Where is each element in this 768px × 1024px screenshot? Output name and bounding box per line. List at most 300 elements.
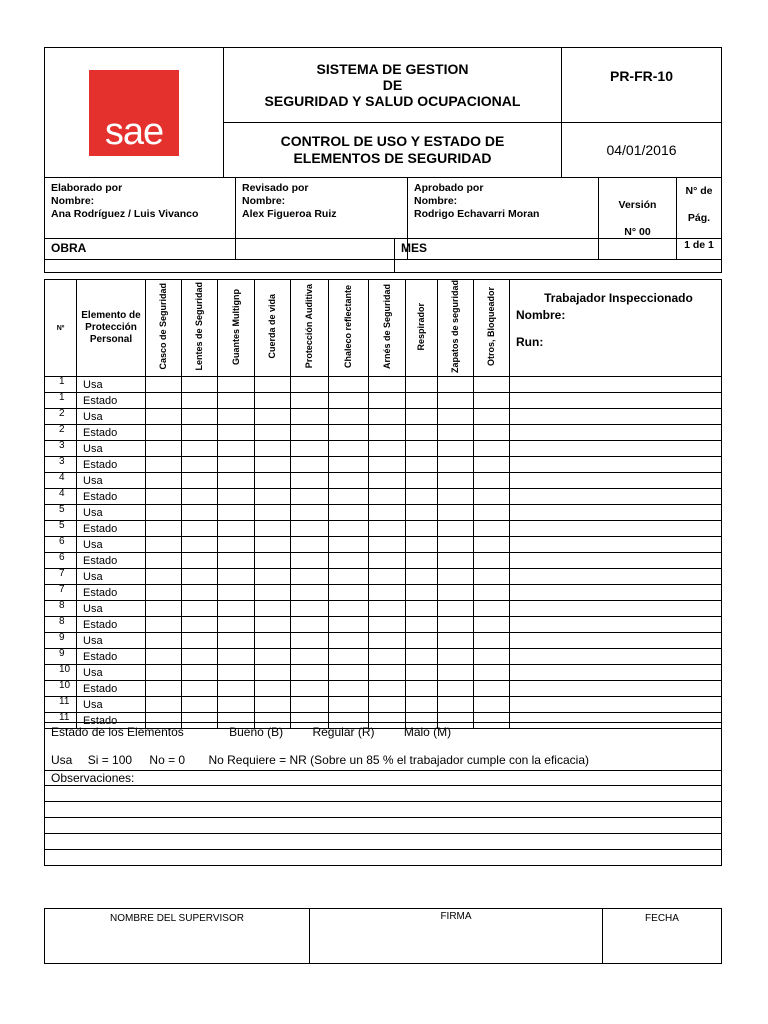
grid-cell[interactable] [218, 505, 255, 521]
worker-cell[interactable] [510, 409, 722, 425]
grid-cell[interactable] [369, 393, 406, 409]
grid-cell[interactable] [182, 409, 218, 425]
grid-cell[interactable] [329, 441, 369, 457]
observaciones-line[interactable] [45, 818, 722, 834]
observaciones-line[interactable] [45, 834, 722, 850]
grid-cell[interactable] [406, 473, 438, 489]
grid-cell[interactable] [146, 697, 182, 713]
grid-cell[interactable] [218, 617, 255, 633]
grid-cell[interactable] [438, 409, 474, 425]
grid-cell[interactable] [369, 681, 406, 697]
table-row [45, 697, 722, 713]
observaciones-line[interactable] [45, 786, 722, 802]
grid-cell[interactable] [291, 569, 329, 585]
grid-cell[interactable] [218, 681, 255, 697]
grid-cell[interactable] [146, 393, 182, 409]
grid-cell[interactable] [218, 473, 255, 489]
usa-label: Usa [51, 753, 73, 767]
grid-cell[interactable] [329, 665, 369, 681]
grid-cell[interactable] [218, 521, 255, 537]
grid-cell[interactable] [406, 633, 438, 649]
grid-cell[interactable] [255, 441, 291, 457]
grid-cell[interactable] [146, 665, 182, 681]
grid-cell[interactable] [438, 505, 474, 521]
worker-cell[interactable] [510, 393, 722, 409]
grid-cell[interactable] [291, 457, 329, 473]
grid-cell[interactable] [255, 681, 291, 697]
grid-cell[interactable] [255, 569, 291, 585]
grid-cell[interactable] [218, 537, 255, 553]
grid-cell[interactable] [329, 649, 369, 665]
grid-cell[interactable] [146, 473, 182, 489]
col-header-item [406, 280, 438, 377]
grid-cell[interactable] [474, 505, 510, 521]
table-row [45, 393, 722, 409]
grid-cell[interactable] [146, 553, 182, 569]
grid-cell[interactable] [182, 649, 218, 665]
grid-cell[interactable] [329, 553, 369, 569]
obra-field[interactable]: OBRA [45, 239, 395, 273]
col-header-item [438, 280, 474, 377]
grid-cell[interactable] [438, 585, 474, 601]
grid-cell[interactable] [438, 569, 474, 585]
grid-cell[interactable] [438, 489, 474, 505]
observaciones-label: Observaciones: [45, 771, 722, 786]
document-header [44, 47, 722, 178]
grid-cell[interactable] [474, 697, 510, 713]
grid-cell[interactable] [329, 585, 369, 601]
grid-cell[interactable] [146, 441, 182, 457]
worker-cell[interactable] [510, 553, 722, 569]
observaciones-line[interactable] [45, 850, 722, 866]
grid-cell[interactable] [406, 601, 438, 617]
grid-cell[interactable] [255, 409, 291, 425]
grid-cell[interactable] [218, 377, 255, 393]
grid-cell[interactable] [329, 617, 369, 633]
grid-cell[interactable] [146, 601, 182, 617]
grid-cell[interactable] [406, 585, 438, 601]
grid-cell[interactable] [291, 553, 329, 569]
grid-cell[interactable] [182, 665, 218, 681]
grid-cell[interactable] [369, 521, 406, 537]
grid-cell[interactable] [438, 697, 474, 713]
table-row [45, 425, 722, 441]
grid-cell[interactable] [182, 601, 218, 617]
grid-cell[interactable] [474, 409, 510, 425]
grid-cell[interactable] [291, 665, 329, 681]
grid-cell[interactable] [291, 521, 329, 537]
grid-cell[interactable] [218, 633, 255, 649]
row-number: 8 [45, 601, 77, 617]
grid-cell[interactable] [474, 393, 510, 409]
grid-cell[interactable] [406, 617, 438, 633]
worker-cell[interactable] [510, 585, 722, 601]
grid-cell[interactable] [329, 697, 369, 713]
logo-text: sae [104, 110, 164, 153]
grid-cell[interactable] [438, 393, 474, 409]
system-title-line-1: SISTEMA DE GESTION [316, 61, 469, 77]
grid-cell[interactable] [369, 633, 406, 649]
grid-cell[interactable] [474, 521, 510, 537]
grid-cell[interactable] [291, 649, 329, 665]
grid-cell[interactable] [255, 457, 291, 473]
grid-cell[interactable] [474, 425, 510, 441]
grid-cell[interactable] [474, 457, 510, 473]
grid-cell[interactable] [218, 601, 255, 617]
grid-cell[interactable] [218, 665, 255, 681]
grid-cell[interactable] [182, 489, 218, 505]
grid-cell[interactable] [474, 633, 510, 649]
grid-cell[interactable] [182, 553, 218, 569]
grid-cell[interactable] [406, 521, 438, 537]
grid-cell[interactable] [146, 457, 182, 473]
grid-cell[interactable] [255, 505, 291, 521]
grid-cell[interactable] [406, 649, 438, 665]
grid-cell[interactable] [438, 473, 474, 489]
worker-cell[interactable] [510, 473, 722, 489]
grid-cell[interactable] [406, 489, 438, 505]
grid-cell[interactable] [329, 425, 369, 441]
grid-cell[interactable] [329, 521, 369, 537]
grid-cell[interactable] [146, 505, 182, 521]
grid-cell[interactable] [255, 377, 291, 393]
grid-cell[interactable] [291, 697, 329, 713]
row-label-estado: Estado [77, 585, 146, 601]
estado-legend [51, 725, 715, 740]
grid-cell[interactable] [474, 569, 510, 585]
grid-cell[interactable] [329, 633, 369, 649]
grid-cell[interactable] [329, 681, 369, 697]
grid-cell[interactable] [438, 681, 474, 697]
worker-cell[interactable] [510, 521, 722, 537]
grid-cell[interactable] [182, 425, 218, 441]
grid-cell[interactable] [182, 585, 218, 601]
grid-cell[interactable] [182, 569, 218, 585]
grid-cell[interactable] [218, 425, 255, 441]
grid-cell[interactable] [255, 489, 291, 505]
worker-cell[interactable] [510, 489, 722, 505]
grid-cell[interactable] [406, 665, 438, 681]
table-row [45, 633, 722, 649]
grid-cell[interactable] [146, 649, 182, 665]
grid-cell[interactable] [438, 457, 474, 473]
grid-cell[interactable] [146, 569, 182, 585]
worker-cell[interactable] [510, 697, 722, 713]
grid-cell[interactable] [329, 393, 369, 409]
grid-cell[interactable] [474, 441, 510, 457]
grid-cell[interactable] [182, 377, 218, 393]
legend-table [44, 722, 722, 866]
doc-date: 04/01/2016 [562, 123, 722, 178]
grid-cell[interactable] [218, 393, 255, 409]
grid-cell[interactable] [255, 697, 291, 713]
grid-cell[interactable] [182, 505, 218, 521]
grid-cell[interactable] [329, 457, 369, 473]
col-header-chaleco: Chaleco reflectante [343, 285, 353, 369]
grid-cell[interactable] [474, 553, 510, 569]
grid-cell[interactable] [218, 585, 255, 601]
table-row [45, 473, 722, 489]
revisado-name: Alex Figueroa Ruiz [242, 208, 337, 220]
col-header-lentes: Lentes de Seguridad [194, 282, 204, 371]
grid-cell[interactable] [438, 617, 474, 633]
grid-cell[interactable] [369, 489, 406, 505]
grid-cell[interactable] [255, 601, 291, 617]
grid-cell[interactable] [438, 633, 474, 649]
grid-cell[interactable] [474, 665, 510, 681]
row-number: 11 [45, 697, 77, 713]
grid-cell[interactable] [474, 585, 510, 601]
grid-cell[interactable] [291, 601, 329, 617]
grid-cell[interactable] [218, 441, 255, 457]
grid-cell[interactable] [474, 489, 510, 505]
grid-cell[interactable] [255, 521, 291, 537]
grid-cell[interactable] [255, 425, 291, 441]
fecha-field[interactable]: FECHA [603, 909, 722, 964]
grid-cell[interactable] [438, 649, 474, 665]
table-row [45, 489, 722, 505]
grid-cell[interactable] [182, 473, 218, 489]
worker-cell[interactable] [510, 601, 722, 617]
col-header-item [329, 280, 369, 377]
grid-cell[interactable] [406, 697, 438, 713]
grid-cell[interactable] [255, 633, 291, 649]
grid-cell[interactable] [146, 585, 182, 601]
grid-cell[interactable] [182, 633, 218, 649]
grid-cell[interactable] [291, 505, 329, 521]
row-label-estado: Estado [77, 649, 146, 665]
bueno-label: Bueno (B) [229, 725, 284, 739]
worker-title: Trabajador Inspeccionado [544, 291, 693, 305]
worker-cell[interactable] [510, 569, 722, 585]
row-number: 6 [45, 553, 77, 569]
grid-cell[interactable] [291, 489, 329, 505]
grid-cell[interactable] [255, 617, 291, 633]
grid-cell[interactable] [291, 425, 329, 441]
grid-cell[interactable] [474, 617, 510, 633]
col-header-num: Nº [45, 280, 77, 377]
grid-cell[interactable] [146, 521, 182, 537]
row-number: 2 [45, 425, 77, 441]
grid-cell[interactable] [329, 601, 369, 617]
worker-cell[interactable] [510, 505, 722, 521]
grid-cell[interactable] [255, 649, 291, 665]
grid-cell[interactable] [146, 633, 182, 649]
grid-cell[interactable] [329, 489, 369, 505]
grid-cell[interactable] [474, 473, 510, 489]
grid-cell[interactable] [369, 457, 406, 473]
grid-cell[interactable] [329, 505, 369, 521]
table-row [45, 409, 722, 425]
system-title-line-3: SEGURIDAD Y SALUD OCUPACIONAL [264, 93, 521, 109]
row-label-estado: Estado [77, 425, 146, 441]
grid-cell[interactable] [474, 601, 510, 617]
logo-cell [45, 48, 224, 178]
grid-cell[interactable] [438, 425, 474, 441]
grid-cell[interactable] [291, 681, 329, 697]
worker-cell[interactable] [510, 425, 722, 441]
grid-cell[interactable] [406, 441, 438, 457]
revisado-nombre-label: Nombre: [242, 195, 286, 207]
mes-field[interactable]: MES [395, 239, 722, 273]
grid-cell[interactable] [146, 617, 182, 633]
grid-cell[interactable] [291, 393, 329, 409]
worker-cell[interactable] [510, 649, 722, 665]
grid-cell[interactable] [406, 537, 438, 553]
grid-cell[interactable] [291, 377, 329, 393]
grid-cell[interactable] [406, 681, 438, 697]
table-row [45, 441, 722, 457]
grid-cell[interactable] [146, 489, 182, 505]
grid-cell[interactable] [369, 569, 406, 585]
worker-cell[interactable] [510, 441, 722, 457]
inspection-grid [44, 279, 722, 729]
obra-mes-table [44, 238, 722, 273]
grid-cell[interactable] [291, 441, 329, 457]
grid-cell[interactable] [369, 585, 406, 601]
worker-cell[interactable] [510, 665, 722, 681]
grid-cell[interactable] [329, 537, 369, 553]
doc-title-line-2: ELEMENTOS DE SEGURIDAD [293, 150, 492, 166]
grid-cell[interactable] [218, 457, 255, 473]
grid-cell[interactable] [438, 377, 474, 393]
grid-cell[interactable] [146, 409, 182, 425]
grid-cell[interactable] [438, 601, 474, 617]
grid-cell[interactable] [255, 553, 291, 569]
grid-cell[interactable] [406, 457, 438, 473]
grid-cell[interactable] [406, 553, 438, 569]
observaciones-line[interactable] [45, 802, 722, 818]
grid-cell[interactable] [369, 409, 406, 425]
grid-cell[interactable] [369, 601, 406, 617]
col-header-arnes: Arnés de Seguridad [381, 284, 392, 370]
elaborado-name: Ana Rodríguez / Luis Vivanco [51, 208, 199, 220]
grid-cell[interactable] [406, 377, 438, 393]
row-label-estado: Estado [77, 393, 146, 409]
grid-cell[interactable] [218, 553, 255, 569]
col-header-zapatos: Zapatos de seguridad [450, 280, 460, 374]
row-label-usa: Usa [77, 601, 146, 617]
grid-cell[interactable] [218, 409, 255, 425]
grid-cell[interactable] [369, 697, 406, 713]
grid-cell[interactable] [291, 537, 329, 553]
grid-cell[interactable] [291, 473, 329, 489]
grid-cell[interactable] [369, 617, 406, 633]
table-row [45, 649, 722, 665]
page-value: 1 de 1 [684, 239, 714, 251]
grid-cell[interactable] [255, 473, 291, 489]
grid-cell[interactable] [255, 665, 291, 681]
grid-cell[interactable] [369, 425, 406, 441]
doc-title [224, 123, 562, 178]
row-number: 9 [45, 633, 77, 649]
grid-cell[interactable] [146, 681, 182, 697]
row-label-estado: Estado [77, 713, 146, 729]
table-row [45, 521, 722, 537]
grid-cell[interactable] [474, 537, 510, 553]
grid-cell[interactable] [369, 665, 406, 681]
supervisor-field[interactable]: NOMBRE DEL SUPERVISOR [45, 909, 310, 964]
grid-cell[interactable] [369, 505, 406, 521]
grid-cell[interactable] [218, 697, 255, 713]
row-number: 4 [45, 489, 77, 505]
grid-cell[interactable] [291, 585, 329, 601]
grid-cell[interactable] [369, 553, 406, 569]
grid-cell[interactable] [369, 377, 406, 393]
grid-cell[interactable] [218, 569, 255, 585]
col-header-item [255, 280, 291, 377]
grid-cell[interactable] [438, 553, 474, 569]
grid-cell[interactable] [146, 537, 182, 553]
grid-cell[interactable] [406, 409, 438, 425]
grid-cell[interactable] [329, 409, 369, 425]
grid-cell[interactable] [146, 425, 182, 441]
grid-cell[interactable] [218, 489, 255, 505]
row-number: 5 [45, 505, 77, 521]
worker-cell[interactable] [510, 633, 722, 649]
grid-cell[interactable] [218, 649, 255, 665]
grid-cell[interactable] [438, 665, 474, 681]
table-row [45, 457, 722, 473]
grid-cell[interactable] [291, 633, 329, 649]
row-label-usa: Usa [77, 633, 146, 649]
grid-cell[interactable] [182, 617, 218, 633]
grid-cell[interactable] [255, 585, 291, 601]
grid-cell[interactable] [329, 569, 369, 585]
grid-cell[interactable] [182, 537, 218, 553]
grid-cell[interactable] [291, 617, 329, 633]
col-header-item [218, 280, 255, 377]
col-header-item [474, 280, 510, 377]
grid-cell[interactable] [369, 537, 406, 553]
grid-cell[interactable] [182, 441, 218, 457]
row-label-usa: Usa [77, 537, 146, 553]
grid-cell[interactable] [438, 521, 474, 537]
worker-cell[interactable] [510, 681, 722, 697]
grid-cell[interactable] [329, 473, 369, 489]
grid-cell[interactable] [474, 649, 510, 665]
worker-cell[interactable] [510, 537, 722, 553]
firma-field[interactable]: FIRMA [310, 909, 603, 964]
grid-cell[interactable] [291, 409, 329, 425]
page-label: N° de Pág. [685, 185, 713, 224]
grid-cell[interactable] [369, 649, 406, 665]
grid-cell[interactable] [182, 393, 218, 409]
grid-cell[interactable] [182, 681, 218, 697]
grid-cell[interactable] [474, 377, 510, 393]
grid-cell[interactable] [438, 441, 474, 457]
grid-cell[interactable] [182, 697, 218, 713]
grid-cell[interactable] [146, 377, 182, 393]
grid-cell[interactable] [438, 537, 474, 553]
grid-cell[interactable] [369, 473, 406, 489]
grid-cell[interactable] [255, 537, 291, 553]
grid-cell[interactable] [474, 681, 510, 697]
grid-cell[interactable] [406, 425, 438, 441]
grid-cell[interactable] [182, 457, 218, 473]
grid-cell[interactable] [182, 521, 218, 537]
grid-cell[interactable] [406, 505, 438, 521]
grid-cell[interactable] [406, 393, 438, 409]
grid-cell[interactable] [406, 569, 438, 585]
grid-cell[interactable] [329, 377, 369, 393]
aprobado-name: Rodrigo Echavarri Moran [414, 208, 540, 220]
grid-cell[interactable] [369, 441, 406, 457]
worker-cell[interactable] [510, 617, 722, 633]
worker-cell[interactable] [510, 457, 722, 473]
worker-cell[interactable] [510, 377, 722, 393]
grid-cell[interactable] [255, 393, 291, 409]
